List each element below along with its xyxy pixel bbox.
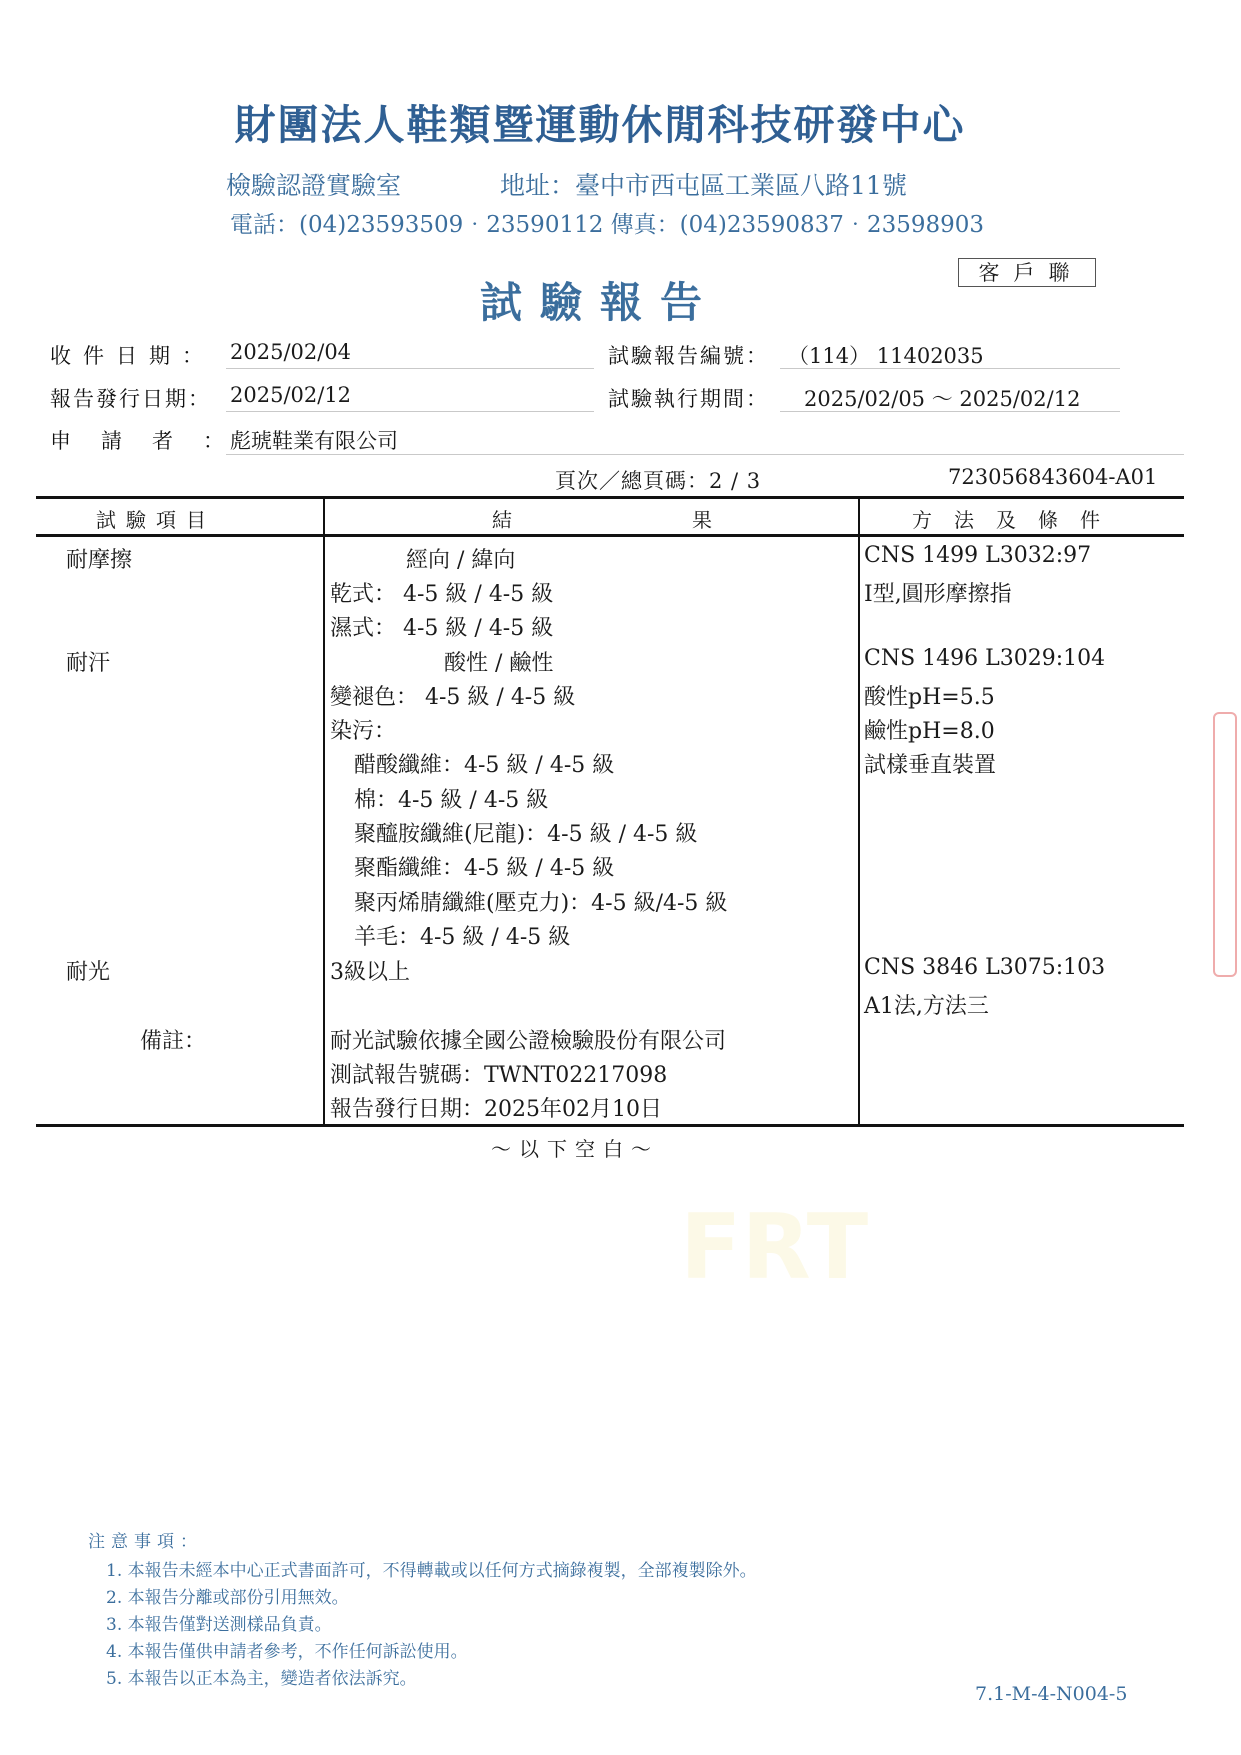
method-line: CNS 1499 L3032:97 — [864, 543, 1092, 568]
receive-date-label: 收件日期： — [50, 344, 215, 368]
issue-date: 2025/02/12 — [230, 383, 352, 407]
report-number-label: 試驗報告編號： — [608, 344, 769, 368]
test-period-label: 試驗執行期間： — [608, 387, 769, 411]
result-line: 染污： — [330, 719, 397, 744]
seal-stamp — [1213, 712, 1237, 977]
lab-name: 檢驗認證實驗室 — [226, 171, 402, 200]
test-item-light: 耐光 — [66, 960, 111, 985]
organization-name: 財團法人鞋類暨運動休閒科技研發中心 — [234, 101, 966, 149]
copy-type-box: 客戶聯 — [958, 258, 1096, 287]
result-line: 聚丙烯腈纖維(壓克力)：4-5 級/4-5 級 — [354, 891, 728, 916]
test-item-perspiration: 耐汗 — [66, 651, 111, 676]
header-test-item: 試驗項目 — [96, 508, 216, 532]
note-item: 3. 本報告僅對送測樣品負責。 — [106, 1615, 332, 1635]
applicant-label: 申請者： — [50, 429, 254, 453]
result-line: 濕式： 4-5 級 / 4-5 級 — [330, 616, 554, 641]
method-line: 酸性pH=5.5 — [864, 685, 995, 710]
result-line: 醋酸纖維：4-5 級 / 4-5 級 — [354, 753, 615, 778]
result-line: 乾式： 4-5 級 / 4-5 級 — [330, 582, 554, 607]
method-line: 鹼性pH=8.0 — [864, 719, 995, 744]
receive-date: 2025/02/04 — [230, 340, 352, 364]
remark-line: 測試報告號碼：TWNT02217098 — [330, 1063, 668, 1088]
remark-line: 報告發行日期：2025年02月10日 — [330, 1097, 662, 1122]
method-line: 試樣垂直裝置 — [864, 753, 997, 778]
result-line: 經向 / 緯向 — [406, 548, 516, 573]
result-line: 3級以上 — [330, 960, 410, 985]
end-of-content-mark: ～以下空白～ — [491, 1137, 659, 1161]
phone-fax: 電話：(04)23593509‧23590112 傳真：(04)23590837‧23598903 — [230, 212, 985, 238]
result-line: 羊毛：4-5 級 / 4-5 級 — [354, 925, 571, 950]
header-method: 方法及條件 — [912, 508, 1122, 532]
note-item: 5. 本報告以正本為主，變造者依法訴究。 — [106, 1669, 417, 1689]
note-item: 4. 本報告僅供申請者參考，不作任何訴訟使用。 — [106, 1642, 468, 1662]
result-line: 酸性 / 鹼性 — [444, 651, 554, 676]
result-line: 聚酯纖維：4-5 級 / 4-5 級 — [354, 856, 615, 881]
result-line: 棉：4-5 級 / 4-5 級 — [354, 788, 549, 813]
report-title: 試驗報告 — [479, 278, 720, 327]
result-line: 聚醯胺纖維(尼龍)：4-5 級 / 4-5 級 — [354, 822, 698, 847]
note-item: 2. 本報告分離或部份引用無效。 — [106, 1588, 349, 1608]
test-period: 2025/02/05 ～ 2025/02/12 — [804, 387, 1081, 411]
header-result: 結果 — [492, 508, 892, 532]
applicant: 彪琥鞋業有限公司 — [230, 429, 398, 453]
document-code: 723056843604-A01 — [948, 465, 1158, 489]
test-item-abrasion: 耐摩擦 — [66, 548, 133, 573]
notes-title: 注意事項： — [88, 1532, 203, 1552]
page-info: 頁次／總頁碼：2 / 3 — [555, 469, 762, 493]
report-number: （114） 11402035 — [788, 344, 984, 368]
method-line: A1法,方法三 — [864, 994, 989, 1019]
method-line: CNS 3846 L3075:103 — [864, 955, 1106, 980]
lab-address: 地址：臺中市西屯區工業區八路11號 — [500, 171, 907, 200]
result-line: 變褪色： 4-5 級 / 4-5 級 — [330, 685, 576, 710]
remarks-label: 備註： — [140, 1029, 207, 1054]
method-line: CNS 1496 L3029:104 — [864, 646, 1106, 671]
remark-line: 耐光試驗依據全國公證檢驗股份有限公司 — [330, 1029, 727, 1054]
frt-watermark: FRT — [680, 1195, 869, 1300]
method-line: Ⅰ型,圓形摩擦指 — [864, 582, 1012, 607]
form-number: 7.1-M-4-N004-5 — [975, 1683, 1128, 1705]
issue-date-label: 報告發行日期： — [50, 387, 211, 411]
note-item: 1. 本報告未經本中心正式書面許可，不得轉載或以任何方式摘錄複製，全部複製除外。 — [106, 1561, 757, 1581]
